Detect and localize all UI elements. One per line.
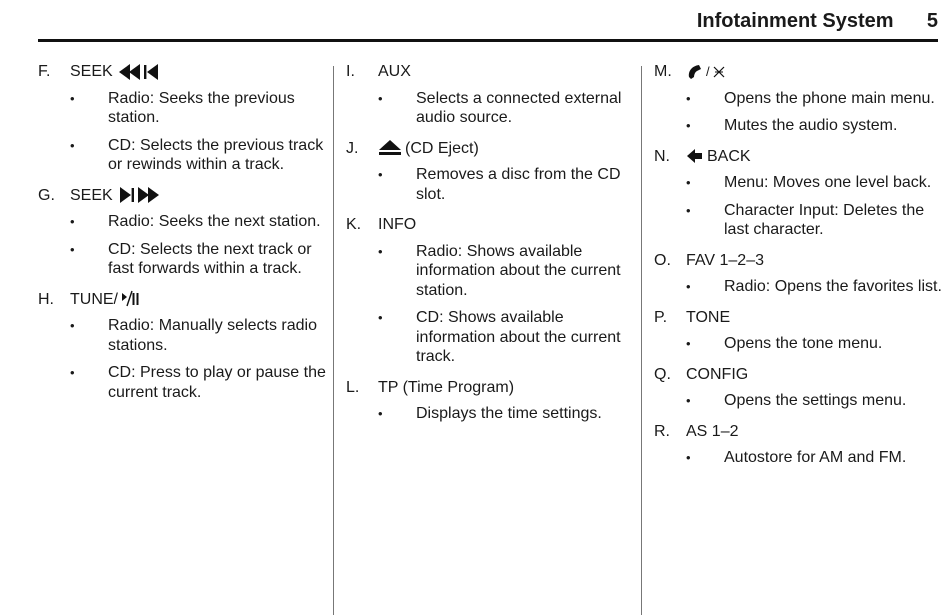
control-name: AS 1–2 xyxy=(686,422,739,440)
bullet-dot: • xyxy=(378,90,383,106)
bullet-text: Menu: Moves one level back. xyxy=(724,174,932,191)
bullet-item xyxy=(654,277,944,297)
bullet-text: CD: Selects the next track or fast forwards within a track. xyxy=(108,240,312,277)
control-name: SEEK xyxy=(70,63,113,80)
control-item xyxy=(654,308,944,365)
seek-forward-icon xyxy=(118,186,160,204)
control-name: TONE xyxy=(686,308,731,326)
control-title xyxy=(654,365,944,385)
column-divider xyxy=(333,66,334,615)
control-item xyxy=(654,62,944,147)
bullet-dot: • xyxy=(686,175,691,190)
bullet-item xyxy=(346,89,636,128)
control-title xyxy=(654,62,944,82)
bullet-text: Displays the time settings. xyxy=(416,405,602,422)
control-item xyxy=(38,62,328,186)
bullet-text: Radio: Manually selects radio stations. xyxy=(108,317,317,354)
seek-back-icon xyxy=(118,63,160,81)
mute-icon xyxy=(712,65,726,79)
bullet-item xyxy=(654,448,944,468)
page-header xyxy=(38,8,938,42)
control-letter: Q. xyxy=(654,365,671,383)
bullet-text: Opens the phone main menu. xyxy=(724,89,935,107)
control-item xyxy=(346,139,636,216)
bullet-text: Selects a connected external audio source. xyxy=(416,89,622,126)
bullet-dot: • xyxy=(686,118,691,133)
control-item xyxy=(346,378,636,435)
control-item xyxy=(654,422,944,479)
control-title xyxy=(654,251,944,271)
bullet-text: Radio: Shows available information about the current station. xyxy=(416,242,621,299)
control-title xyxy=(346,62,636,82)
control-title xyxy=(346,139,636,159)
bullet-dot: • xyxy=(686,202,691,218)
control-letter: H. xyxy=(38,290,54,308)
control-item xyxy=(654,365,944,422)
bullet-text: Radio: Seeks the next station. xyxy=(108,213,321,230)
section-title: Infotainment System xyxy=(696,10,894,32)
control-item xyxy=(346,215,636,378)
control-item xyxy=(38,290,328,414)
bullet-item xyxy=(346,404,636,424)
page-number: 5 xyxy=(926,10,938,32)
control-name: (CD Eject) xyxy=(405,139,479,157)
bullet-item xyxy=(654,391,944,411)
control-title xyxy=(38,186,328,206)
bullet-dot: • xyxy=(70,90,75,106)
control-title xyxy=(654,147,944,167)
control-item xyxy=(654,147,944,251)
control-title xyxy=(346,378,636,398)
bullet-item xyxy=(38,363,328,402)
control-letter: F. xyxy=(38,63,51,80)
control-item xyxy=(346,62,636,139)
bullet-text: Removes a disc from the CD slot. xyxy=(416,166,621,203)
control-name: TUNE/ xyxy=(70,290,118,308)
bullet-dot: • xyxy=(70,214,75,229)
bullet-item xyxy=(654,116,944,136)
bullet-text: CD: Selects the previous track or rewinds within a track. xyxy=(108,136,324,173)
control-letter: J. xyxy=(346,139,359,157)
control-name: AUX xyxy=(378,63,411,80)
bullet-item xyxy=(38,136,328,175)
bullet-text: CD: Shows available information about the current track. xyxy=(416,309,621,365)
bullet-item xyxy=(654,334,944,354)
control-letter: K. xyxy=(346,216,362,233)
bullet-dot: • xyxy=(378,406,383,421)
bullet-dot: • xyxy=(686,279,691,294)
control-item xyxy=(38,186,328,290)
control-title xyxy=(654,422,944,442)
control-name: INFO xyxy=(378,216,417,233)
control-name: TP (Time Program) xyxy=(378,378,515,396)
bullet-item xyxy=(346,242,636,301)
bullet-item xyxy=(654,173,944,193)
bullet-item xyxy=(346,165,636,204)
bullet-item xyxy=(38,212,328,232)
bullet-dot: • xyxy=(686,450,691,465)
bullet-item xyxy=(346,308,636,367)
bullet-dot: • xyxy=(686,90,691,106)
bullet-item xyxy=(654,201,944,240)
bullet-text: Radio: Seeks the previous station. xyxy=(108,89,295,126)
control-title xyxy=(38,290,328,310)
column-3 xyxy=(654,62,944,479)
phone-mute-icon xyxy=(686,63,704,81)
control-name: CONFIG xyxy=(686,365,749,383)
bullet-item xyxy=(38,316,328,355)
control-letter: M. xyxy=(654,63,672,80)
column-1 xyxy=(38,62,328,413)
control-letter: N. xyxy=(654,147,670,165)
bullet-text: Opens the settings menu. xyxy=(724,392,907,409)
bullet-text: Character Input: Deletes the last character. xyxy=(724,201,925,238)
bullet-dot: • xyxy=(378,310,383,325)
bullet-dot: • xyxy=(378,167,383,182)
bullet-item xyxy=(654,89,944,109)
bullet-item xyxy=(38,240,328,279)
bullet-dot: • xyxy=(70,137,75,153)
bullet-dot: • xyxy=(70,241,75,257)
control-title xyxy=(346,215,636,235)
bullet-text: Autostore for AM and FM. xyxy=(724,449,907,466)
eject-icon xyxy=(378,139,402,157)
control-letter: P. xyxy=(654,308,668,326)
bullet-dot: • xyxy=(378,243,383,259)
bullet-dot: • xyxy=(686,393,691,408)
bullet-text: CD: Press to play or pause the current track. xyxy=(108,364,326,401)
column-divider xyxy=(641,66,642,615)
bullet-dot: • xyxy=(70,365,75,380)
control-letter: O. xyxy=(654,251,671,269)
control-item xyxy=(654,251,944,308)
control-title xyxy=(654,308,944,328)
control-letter: I. xyxy=(346,63,355,80)
bullet-dot: • xyxy=(70,318,75,333)
bullet-text: Radio: Opens the favorites list. xyxy=(724,278,942,295)
bullet-item xyxy=(38,89,328,128)
control-letter: R. xyxy=(654,422,670,440)
control-title xyxy=(38,62,328,82)
play-pause-icon xyxy=(120,290,140,308)
bullet-dot: • xyxy=(686,336,691,351)
control-name: FAV 1–2–3 xyxy=(686,251,764,269)
control-name: BACK xyxy=(707,147,751,165)
bullet-text: Opens the tone menu. xyxy=(724,335,883,352)
control-name: / xyxy=(706,64,710,79)
back-arrow-icon xyxy=(686,147,704,165)
column-2 xyxy=(346,62,636,435)
control-letter: L. xyxy=(346,378,360,396)
bullet-text: Mutes the audio system. xyxy=(724,117,898,134)
control-name: SEEK xyxy=(70,186,113,204)
control-letter: G. xyxy=(38,186,55,204)
